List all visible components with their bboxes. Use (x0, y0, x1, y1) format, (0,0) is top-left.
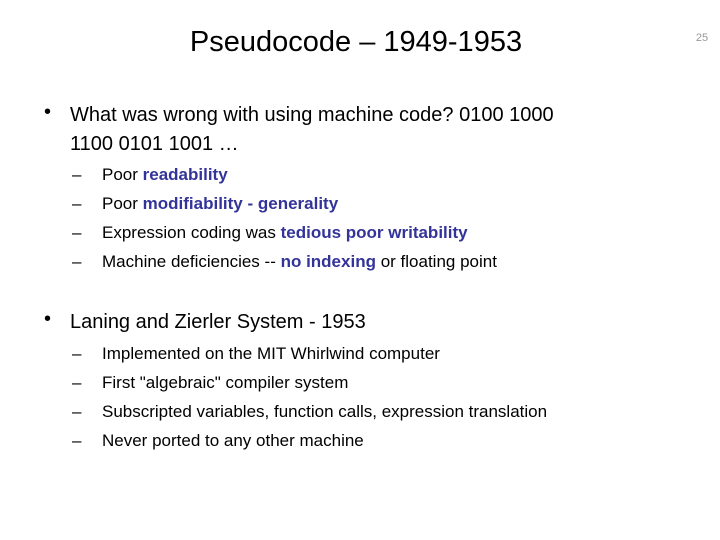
highlight-text: modifiability - generality (142, 194, 339, 213)
bullet-marker: • (44, 101, 52, 123)
highlight-text: no indexing (280, 252, 376, 271)
dash-marker: – (72, 344, 82, 363)
bullet-text (70, 101, 554, 159)
dash-marker: – (72, 194, 82, 213)
highlight-text: readability (142, 165, 228, 184)
sub-item-text: Expression coding was (102, 223, 281, 242)
slide-title: Pseudocode – 1949-1953 (189, 26, 523, 58)
sub-item-text: Poor (102, 165, 143, 184)
bullet-line-2: 1100 0101 1001 … (70, 133, 239, 155)
dash-marker: – (72, 431, 82, 450)
sub-item-text: Poor (102, 194, 143, 213)
dash-marker: – (72, 252, 82, 271)
dash-marker: – (72, 373, 82, 392)
sub-item-text-tail: or floating point (375, 252, 497, 271)
dash-marker: – (72, 165, 82, 184)
sub-item-text: Never ported to any other machine (102, 431, 364, 450)
dash-marker: – (72, 223, 82, 242)
dash-marker: – (72, 402, 82, 421)
bullet-line-1: What was wrong with using machine code? 0100 1000 (70, 104, 554, 126)
highlight-text: tedious poor writability (280, 223, 468, 242)
bullet-line-1: Laning and Zierler System - 1953 (70, 311, 366, 333)
bullet-text (70, 308, 366, 337)
sub-item-text: Machine deficiencies -- (102, 252, 281, 271)
bullet-marker: • (44, 308, 52, 330)
sub-item-text: First "algebraic" compiler system (102, 373, 349, 392)
page-number: 25 (695, 32, 709, 44)
sub-item-text: Subscripted variables, function calls, expression translation (102, 402, 548, 421)
sub-item-text: Implemented on the MIT Whirlwind computer (102, 344, 440, 363)
